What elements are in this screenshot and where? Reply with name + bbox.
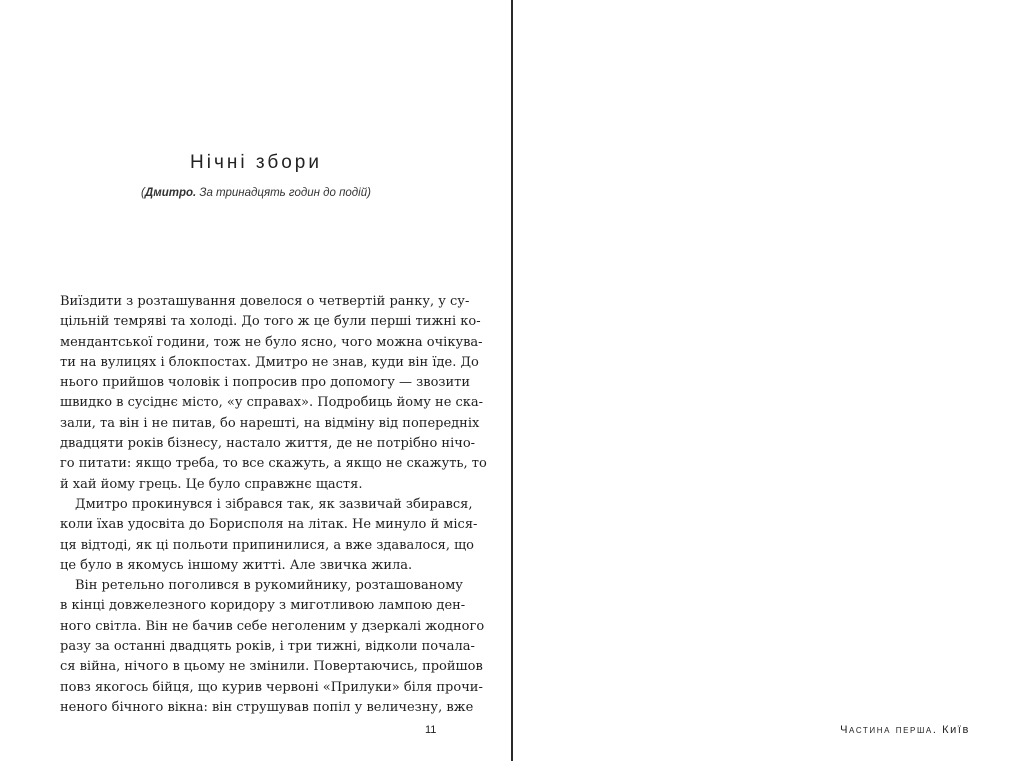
left-page xyxy=(0,0,511,761)
chapter-subtitle-open: ( xyxy=(141,187,145,199)
text-line: й хай йому грець. Це було справжнє щастя. xyxy=(60,476,363,492)
text-line: це було в якомусь іншому житті. Але звичка жила. xyxy=(60,557,413,573)
text-line: ця відтоді, як ці польоти припинилися, а вже здавалося, що xyxy=(60,537,474,553)
text-line: цільній темряві та холоді. До того ж це були перші тижні ко- xyxy=(60,314,481,330)
text-line: мендантської години, тож не було ясно, чого можна очікува- xyxy=(60,334,483,350)
text-line: швидко в сусіднє місто, «у справах». Подробиць йому не ска- xyxy=(60,395,484,411)
running-head-part: Частина перша. xyxy=(840,724,938,736)
running-head xyxy=(840,724,970,736)
text-line: ся війна, нічого в цьому не змінили. Повертаючись, пройшов xyxy=(60,659,483,675)
text-line: неного бічного вікна: він струшував попіл у величезну, вже xyxy=(60,699,474,715)
right-page xyxy=(513,0,1024,761)
text-line: повз якогось бійця, що курив червоні «Прилуки» біля прочи- xyxy=(60,679,483,695)
text-line: зали, та він і не питав, бо нарешті, на відміну від попередніх xyxy=(60,415,480,431)
text-line: двадцяти років бізнесу, настало життя, де не потрібно нічо- xyxy=(60,436,476,452)
text-line: разу за останні двадцять років, і три тижні, відколи почала- xyxy=(60,639,475,655)
text-line: го питати: якщо треба, то все скажуть, а якщо не скажуть, то xyxy=(60,456,487,472)
text-line: Виїздити з розташування довелося о четвертій ранку, у су- xyxy=(60,294,470,309)
chapter-subtitle-rest: За тринадцять годин до подій) xyxy=(196,187,371,199)
page-number-left: 11 xyxy=(425,724,437,736)
text-line: Дмитро прокинувся і зібрався так, як зазвичай збирався, xyxy=(75,496,473,512)
text-line: ти на вулицях і блокпостах. Дмитро не знав, куди він їде. До xyxy=(60,354,479,370)
text-line: Він ретельно поголився в рукомийнику, розташованому xyxy=(75,578,463,594)
chapter-subtitle-name: Дмитро. xyxy=(144,187,197,199)
text-line: коли їхав удосвіта до Борисполя на літак. Не минуло й міся- xyxy=(60,517,478,533)
left-page-body xyxy=(60,292,487,718)
running-head-place: Київ xyxy=(937,724,970,736)
chapter-subtitle xyxy=(60,187,452,199)
text-line: ного світла. Він не бачив себе неголеним у дзеркалі жодного xyxy=(60,618,485,634)
chapter-title: Нічні збори xyxy=(190,152,322,173)
text-line: нього прийшов чоловік і попросив про допомогу — звозити xyxy=(60,375,471,391)
text-line: в кінці довжелезного коридору з миготливою лампою ден- xyxy=(60,598,466,614)
